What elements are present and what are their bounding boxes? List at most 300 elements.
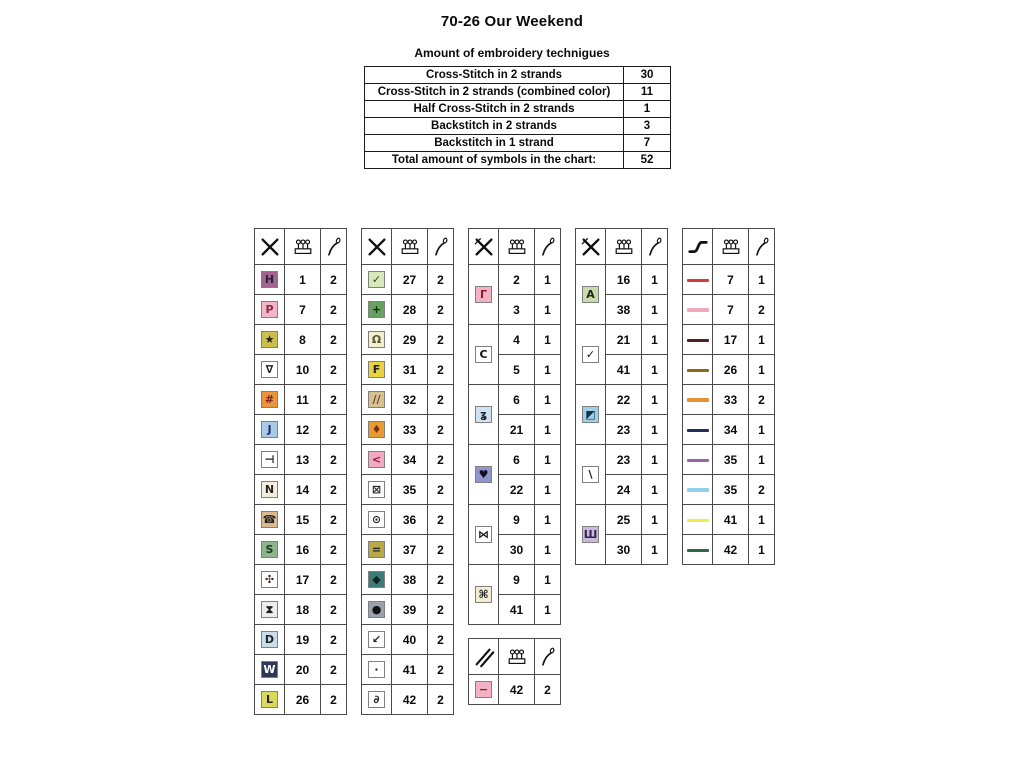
stitch-symbol: ●: [368, 601, 385, 618]
stitch-symbol-cell: [255, 445, 285, 475]
backstitch-swatch-cell: [683, 355, 713, 385]
floss-color-number: 7: [285, 295, 321, 325]
stitch-symbol-cell: [255, 595, 285, 625]
stitch-symbol: ⊣: [261, 451, 278, 468]
stitch-symbol-cell: [576, 445, 606, 505]
stitch-symbol: ∂: [368, 691, 385, 708]
header-floss-color: [392, 229, 428, 265]
floss-color-number: 7: [713, 265, 749, 295]
header-strands: [535, 639, 561, 675]
legend-header-row: [576, 229, 668, 265]
strands-count: 1: [642, 445, 668, 475]
floss-color-number: 11: [285, 385, 321, 415]
stitch-symbol-cell: [576, 265, 606, 325]
backstitch-color-swatch: [687, 459, 709, 462]
floss-color-number: 41: [392, 655, 428, 685]
summary-row-value: 3: [624, 118, 671, 135]
stitch-symbol-cell: [362, 355, 392, 385]
backstitch-swatch-cell: [683, 475, 713, 505]
strands-count: 1: [642, 295, 668, 325]
stitch-symbol-cell: [576, 385, 606, 445]
backstitch-swatch-cell: [683, 325, 713, 355]
stitch-symbol-cell: [255, 565, 285, 595]
needle-icon: [537, 235, 559, 259]
strands-count: 2: [321, 625, 347, 655]
strands-count: 1: [535, 565, 561, 595]
stitch-symbol: ◆: [368, 571, 385, 588]
legend-row: [683, 385, 775, 415]
legend-row: [362, 535, 454, 565]
needle-icon: [537, 645, 559, 669]
floss-color-number: 40: [392, 625, 428, 655]
stitch-symbol-cell: [255, 355, 285, 385]
floss-color-number: 5: [499, 355, 535, 385]
summary-row-value: 7: [624, 135, 671, 152]
stitch-symbol: Γ: [475, 286, 492, 303]
floss-color-number: 42: [392, 685, 428, 715]
legend-row: [469, 385, 561, 415]
legend-row: [255, 295, 347, 325]
legend-row: [362, 685, 454, 715]
legend-row: [576, 505, 668, 535]
cross-stitch-combined-icon: [473, 235, 495, 259]
stitch-symbol-cell: [255, 625, 285, 655]
stitch-symbol-cell: [469, 565, 499, 625]
floss-color-number: 27: [392, 265, 428, 295]
legend-row: [362, 355, 454, 385]
legend-grid-half-cross-stitch: [468, 638, 561, 705]
floss-color-number: 37: [392, 535, 428, 565]
cross-stitch-combined-icon: [580, 235, 602, 259]
strands-count: 2: [428, 505, 454, 535]
legend-row: [255, 595, 347, 625]
floss-color-number: 36: [392, 505, 428, 535]
stitch-symbol-cell: [576, 505, 606, 565]
floss-color-number: 31: [392, 355, 428, 385]
backstitch-swatch-cell: [683, 535, 713, 565]
legend-row: [362, 325, 454, 355]
summary-row-label: Total amount of symbols in the chart:: [365, 152, 624, 169]
floss-color-number: 8: [285, 325, 321, 355]
stitch-symbol: ✣: [261, 571, 278, 588]
floss-color-number: 30: [499, 535, 535, 565]
floss-color-number: 41: [606, 355, 642, 385]
legend-row: [255, 685, 347, 715]
strands-count: 2: [428, 325, 454, 355]
legend-grid-cross-stitch-combined-part-2: [575, 228, 668, 565]
legend-row: [255, 445, 347, 475]
strands-count: 2: [428, 295, 454, 325]
floss-color-number: 2: [499, 265, 535, 295]
stitch-symbol: F: [368, 361, 385, 378]
legend-row: [255, 475, 347, 505]
floss-color-number: 17: [713, 325, 749, 355]
stitch-symbol-cell: [469, 445, 499, 505]
legend-grid-cross-stitch-part-1: [254, 228, 347, 715]
backstitch-color-swatch: [687, 308, 709, 312]
strands-count: 2: [535, 675, 561, 705]
strands-count: 1: [642, 265, 668, 295]
floss-color-number: 9: [499, 565, 535, 595]
backstitch-color-swatch: [687, 369, 709, 372]
stitch-symbol: L: [261, 691, 278, 708]
stitch-symbol-cell: [362, 265, 392, 295]
header-strands: [642, 229, 668, 265]
legend-row: [362, 445, 454, 475]
stitch-symbol: ∕∕: [368, 391, 385, 408]
legend-row: [362, 625, 454, 655]
strands-count: 1: [642, 505, 668, 535]
legend-row: [362, 655, 454, 685]
needle-icon: [751, 235, 773, 259]
stitch-symbol: Ω: [368, 331, 385, 348]
summary-row-label: Backstitch in 1 strand: [365, 135, 624, 152]
summary-title: Amount of embroidery technigues: [414, 46, 610, 60]
legend-row: [683, 325, 775, 355]
strands-count: 1: [535, 265, 561, 295]
legend-row: [362, 415, 454, 445]
legend-row: [362, 565, 454, 595]
legend-grid-backstitch: [682, 228, 775, 565]
legend-row: [683, 265, 775, 295]
legend-header-row: [255, 229, 347, 265]
backstitch-swatch-cell: [683, 385, 713, 415]
strands-count: 2: [321, 445, 347, 475]
header-strands: [321, 229, 347, 265]
floss-color-number: 39: [392, 595, 428, 625]
legend-row: [576, 325, 668, 355]
stitch-symbol: <: [368, 451, 385, 468]
strands-count: 2: [428, 565, 454, 595]
strands-count: 1: [535, 505, 561, 535]
stitch-symbol: −: [475, 681, 492, 698]
floss-color-number: 3: [499, 295, 535, 325]
backstitch-icon: [687, 235, 709, 259]
legend-row: [362, 475, 454, 505]
stitch-symbol: A: [582, 286, 599, 303]
stitch-symbol: ↙: [368, 631, 385, 648]
legend-row: [362, 295, 454, 325]
strands-count: 1: [749, 505, 775, 535]
needle-icon: [323, 235, 345, 259]
floss-color-number: 6: [499, 445, 535, 475]
floss-color-number: 42: [713, 535, 749, 565]
floss-color-number: 16: [285, 535, 321, 565]
strands-count: 1: [535, 415, 561, 445]
stitch-symbol-cell: [362, 685, 392, 715]
legend-row: [683, 535, 775, 565]
stitch-symbol: ☎: [262, 513, 277, 526]
strands-count: 1: [749, 445, 775, 475]
strands-count: 2: [428, 655, 454, 685]
floss-color-number: 20: [285, 655, 321, 685]
legend-row: [576, 445, 668, 475]
legend-row: [362, 385, 454, 415]
legend-row: [255, 565, 347, 595]
legend-grid-cross-stitch-combined-part-1: [468, 228, 561, 625]
stitch-symbol: J: [261, 421, 278, 438]
floss-color-number: 10: [285, 355, 321, 385]
floss-color-icon: [292, 235, 314, 259]
strands-count: 1: [749, 535, 775, 565]
strands-count: 1: [535, 475, 561, 505]
summary-row: [365, 84, 671, 101]
backstitch-swatch-cell: [683, 415, 713, 445]
strands-count: 2: [428, 265, 454, 295]
stitch-symbol: ⋈: [475, 526, 492, 543]
strands-count: 1: [642, 535, 668, 565]
floss-color-number: 12: [285, 415, 321, 445]
stitch-symbol: ʓ: [475, 406, 492, 423]
strands-count: 2: [321, 415, 347, 445]
stitch-symbol-cell: [469, 265, 499, 325]
strands-count: 2: [321, 295, 347, 325]
page-title: 70-26 Our Weekend: [440, 13, 584, 30]
stitch-symbol-cell: [469, 505, 499, 565]
legend-row: [683, 475, 775, 505]
summary-row: [365, 135, 671, 152]
floss-color-number: 6: [499, 385, 535, 415]
legend-row: [469, 505, 561, 535]
legend-row: [362, 595, 454, 625]
summary-row-value: 11: [624, 84, 671, 101]
backstitch-color-swatch: [687, 519, 709, 522]
stitch-symbol: ⊙: [368, 511, 385, 528]
backstitch-swatch-cell: [683, 265, 713, 295]
strands-count: 1: [535, 385, 561, 415]
strands-count: 2: [749, 385, 775, 415]
legend-row: [469, 325, 561, 355]
summary-row-label: Cross-Stitch in 2 strands: [365, 67, 624, 84]
header-stitch-type: [683, 229, 713, 265]
strands-count: 2: [321, 325, 347, 355]
strands-count: 1: [749, 355, 775, 385]
floss-color-number: 33: [713, 385, 749, 415]
stitch-symbol-cell: [362, 415, 392, 445]
strands-count: 2: [321, 505, 347, 535]
legend-row: [469, 675, 561, 705]
stitch-symbol-cell: [255, 265, 285, 295]
needle-icon: [644, 235, 666, 259]
floss-color-icon: [613, 235, 635, 259]
legend-row: [469, 445, 561, 475]
stitch-symbol-cell: [576, 325, 606, 385]
header-stitch-type: [255, 229, 285, 265]
strands-count: 2: [428, 445, 454, 475]
backstitch-color-swatch: [687, 429, 709, 432]
strands-count: 2: [428, 355, 454, 385]
stitch-symbol-cell: [255, 385, 285, 415]
legend-row: [255, 385, 347, 415]
legend-table-cross-stitch-combined-part-1: [468, 228, 561, 625]
legend-row: [255, 265, 347, 295]
stitch-symbol: D: [261, 631, 278, 648]
header-floss-color: [606, 229, 642, 265]
floss-color-number: 21: [606, 325, 642, 355]
legend-row: [255, 325, 347, 355]
stitch-symbol: P: [261, 301, 278, 318]
strands-count: 2: [428, 625, 454, 655]
strands-count: 2: [428, 595, 454, 625]
header-floss-color: [499, 229, 535, 265]
strands-count: 1: [535, 325, 561, 355]
stitch-symbol-cell: [255, 535, 285, 565]
cross-stitch-icon: [259, 235, 281, 259]
stitch-symbol: ∇: [261, 361, 278, 378]
strands-count: 2: [428, 475, 454, 505]
stitch-symbol: S: [261, 541, 278, 558]
stitch-symbol-cell: [362, 505, 392, 535]
legend-table-half-cross-stitch: [468, 638, 561, 705]
stitch-symbol-cell: [255, 325, 285, 355]
stitch-symbol-cell: [469, 385, 499, 445]
floss-color-number: 26: [285, 685, 321, 715]
stitch-symbol: C: [475, 346, 492, 363]
legend-row: [683, 295, 775, 325]
summary-row: [365, 118, 671, 135]
stitch-symbol: +: [368, 301, 385, 318]
legend-row: [362, 505, 454, 535]
stitch-symbol: ♥: [475, 466, 492, 483]
floss-color-number: 41: [713, 505, 749, 535]
header-stitch-type: [469, 639, 499, 675]
backstitch-swatch-cell: [683, 295, 713, 325]
floss-color-number: 9: [499, 505, 535, 535]
backstitch-swatch-cell: [683, 505, 713, 535]
strands-count: 1: [642, 355, 668, 385]
header-stitch-type: [576, 229, 606, 265]
strands-count: 1: [642, 325, 668, 355]
stitch-symbol-cell: [362, 475, 392, 505]
stitch-symbol: ⧗: [261, 601, 278, 618]
floss-color-number: 38: [606, 295, 642, 325]
floss-color-icon: [506, 235, 528, 259]
strands-count: 2: [321, 685, 347, 715]
strands-count: 2: [321, 475, 347, 505]
floss-color-number: 21: [499, 415, 535, 445]
stitch-symbol: #: [261, 391, 278, 408]
stitch-symbol: ★: [261, 331, 278, 348]
floss-color-number: 33: [392, 415, 428, 445]
summary-row-value: 30: [624, 67, 671, 84]
floss-color-number: 15: [285, 505, 321, 535]
summary-row-value: 52: [624, 152, 671, 169]
floss-color-number: 13: [285, 445, 321, 475]
legend-table-backstitch: [682, 228, 775, 565]
floss-color-number: 35: [392, 475, 428, 505]
floss-color-number: 7: [713, 295, 749, 325]
stitch-symbol-cell: [362, 295, 392, 325]
legend-row: [255, 505, 347, 535]
stitch-symbol: ⊠: [368, 481, 385, 498]
floss-color-icon: [399, 235, 421, 259]
strands-count: 2: [321, 655, 347, 685]
floss-color-number: 26: [713, 355, 749, 385]
stitch-symbol-cell: [362, 325, 392, 355]
stitch-symbol-cell: [255, 655, 285, 685]
floss-color-number: 35: [713, 475, 749, 505]
stitch-symbol-cell: [255, 295, 285, 325]
floss-color-icon: [720, 235, 742, 259]
backstitch-color-swatch: [687, 398, 709, 402]
floss-color-number: 24: [606, 475, 642, 505]
legend-table-cross-stitch-combined-part-2: [575, 228, 668, 565]
stitch-symbol-cell: [255, 415, 285, 445]
legend-row: [255, 535, 347, 565]
stitch-symbol-cell: [362, 535, 392, 565]
stitch-symbol-cell: [362, 445, 392, 475]
stitch-symbol-cell: [362, 385, 392, 415]
legend-table-cross-stitch-part-2: [361, 228, 454, 715]
stitch-symbol-cell: [255, 685, 285, 715]
floss-color-number: 23: [606, 415, 642, 445]
legend-grid-cross-stitch-part-2: [361, 228, 454, 715]
summary-row: [365, 152, 671, 169]
strands-count: 1: [642, 415, 668, 445]
legend-row: [683, 505, 775, 535]
floss-color-number: 4: [499, 325, 535, 355]
floss-color-number: 19: [285, 625, 321, 655]
strands-count: 1: [749, 325, 775, 355]
legend-row: [576, 385, 668, 415]
cross-stitch-icon: [366, 235, 388, 259]
floss-color-number: 16: [606, 265, 642, 295]
stitch-symbol: N: [261, 481, 278, 498]
legend-row: [469, 565, 561, 595]
stitch-symbol: ◩: [582, 406, 599, 423]
floss-color-number: 22: [606, 385, 642, 415]
legend-row: [255, 625, 347, 655]
floss-color-number: 35: [713, 445, 749, 475]
header-strands: [749, 229, 775, 265]
floss-color-number: 14: [285, 475, 321, 505]
backstitch-color-swatch: [687, 339, 709, 342]
legend-row: [683, 445, 775, 475]
legend-row: [255, 355, 347, 385]
floss-color-number: 38: [392, 565, 428, 595]
header-floss-color: [713, 229, 749, 265]
strands-count: 1: [749, 265, 775, 295]
header-strands: [428, 229, 454, 265]
summary-table: [364, 66, 671, 169]
floss-color-number: 32: [392, 385, 428, 415]
header-stitch-type: [469, 229, 499, 265]
legend-header-row: [362, 229, 454, 265]
legend-row: [576, 265, 668, 295]
floss-color-number: 22: [499, 475, 535, 505]
floss-color-number: 18: [285, 595, 321, 625]
floss-color-number: 25: [606, 505, 642, 535]
stitch-symbol: Ш: [583, 528, 598, 541]
stitch-symbol-cell: [362, 655, 392, 685]
legend-row: [255, 415, 347, 445]
strands-count: 1: [749, 415, 775, 445]
stitch-symbol-cell: [362, 625, 392, 655]
strands-count: 1: [535, 355, 561, 385]
floss-color-number: 23: [606, 445, 642, 475]
legend-header-row: [683, 229, 775, 265]
strands-count: 2: [321, 565, 347, 595]
summary-row: [365, 101, 671, 118]
backstitch-swatch-cell: [683, 445, 713, 475]
stitch-symbol: =: [368, 541, 385, 558]
strands-count: 2: [428, 385, 454, 415]
summary-row-label: Half Cross-Stitch in 2 strands: [365, 101, 624, 118]
strands-count: 2: [428, 415, 454, 445]
strands-count: 2: [749, 295, 775, 325]
summary-row: [365, 67, 671, 84]
strands-count: 2: [321, 535, 347, 565]
